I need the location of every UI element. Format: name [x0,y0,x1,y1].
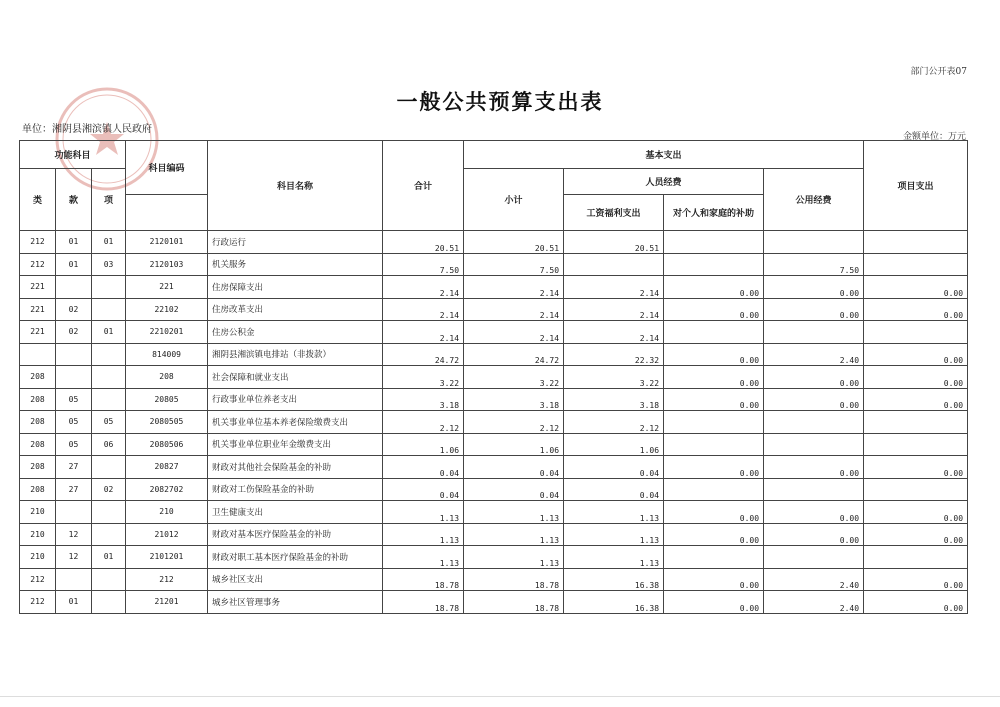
header-xiang: 项 [92,169,126,231]
document-code: 部门公开表07 [910,67,967,77]
cell-subsidy: 0.00 [664,276,764,299]
table-row [20,231,968,254]
cell-public: 2.40 [764,343,864,366]
cell-total: 7.50 [383,253,464,276]
cell-lei: 221 [20,298,56,321]
cell-project [864,231,968,254]
cell-public [764,546,864,569]
table-row [20,366,968,389]
cell-kuan: 01 [56,231,92,254]
cell-project: 0.00 [864,591,968,614]
cell-code: 2082702 [126,478,208,501]
cell-public [764,411,864,434]
cell-xiang: 05 [92,411,126,434]
cell-lei: 210 [20,501,56,524]
cell-name: 湘阴县湘滨镇电排站（非拨款） [208,343,383,366]
cell-name: 机关事业单位基本养老保险缴费支出 [208,411,383,434]
table-row [20,433,968,456]
page-bottom-divider [0,696,1000,697]
header-public-funds: 公用经费 [764,169,864,231]
cell-code: 20827 [126,456,208,479]
header-code-spacer [126,195,208,231]
cell-project: 0.00 [864,388,968,411]
table-row [20,568,968,591]
cell-project: 0.00 [864,501,968,524]
cell-name: 卫生健康支出 [208,501,383,524]
cell-xiang [92,343,126,366]
cell-wage: 3.22 [564,366,664,389]
cell-subsidy [664,546,764,569]
cell-subsidy [664,253,764,276]
cell-project [864,433,968,456]
cell-lei: 208 [20,456,56,479]
cell-xiang [92,276,126,299]
cell-total: 2.14 [383,276,464,299]
cell-kuan: 12 [56,546,92,569]
cell-xiang: 06 [92,433,126,456]
cell-code: 212 [126,568,208,591]
cell-lei: 208 [20,411,56,434]
cell-project: 0.00 [864,298,968,321]
cell-wage: 2.14 [564,276,664,299]
cell-total: 2.14 [383,321,464,344]
cell-public: 0.00 [764,523,864,546]
cell-kuan: 05 [56,388,92,411]
cell-total: 18.78 [383,568,464,591]
cell-total: 18.78 [383,591,464,614]
cell-public: 0.00 [764,366,864,389]
cell-kuan [56,343,92,366]
cell-total: 1.06 [383,433,464,456]
cell-subsidy [664,231,764,254]
cell-lei: 210 [20,523,56,546]
cell-subtotal: 1.13 [464,501,564,524]
cell-subsidy: 0.00 [664,366,764,389]
cell-project: 0.00 [864,456,968,479]
cell-project: 0.00 [864,568,968,591]
cell-public: 0.00 [764,501,864,524]
cell-subsidy: 0.00 [664,568,764,591]
cell-xiang [92,591,126,614]
cell-name: 机关事业单位职业年金缴费支出 [208,433,383,456]
cell-name: 社会保障和就业支出 [208,366,383,389]
cell-wage: 2.14 [564,298,664,321]
cell-subtotal: 2.14 [464,321,564,344]
cell-wage: 1.06 [564,433,664,456]
cell-lei: 221 [20,321,56,344]
table-row [20,321,968,344]
cell-lei: 208 [20,366,56,389]
cell-kuan: 05 [56,433,92,456]
cell-project: 0.00 [864,366,968,389]
table-row [20,298,968,321]
cell-total: 1.13 [383,501,464,524]
cell-name: 住房公积金 [208,321,383,344]
cell-code: 21201 [126,591,208,614]
cell-code: 2120101 [126,231,208,254]
cell-subsidy [664,321,764,344]
cell-kuan: 01 [56,591,92,614]
cell-subtotal: 18.78 [464,568,564,591]
cell-total: 1.13 [383,523,464,546]
cell-project: 0.00 [864,343,968,366]
cell-lei: 212 [20,231,56,254]
cell-xiang: 02 [92,478,126,501]
cell-subtotal: 2.14 [464,298,564,321]
cell-kuan: 02 [56,298,92,321]
cell-public: 7.50 [764,253,864,276]
cell-public: 0.00 [764,276,864,299]
cell-subsidy: 0.00 [664,456,764,479]
cell-kuan: 01 [56,253,92,276]
cell-wage: 16.38 [564,591,664,614]
cell-code: 2080505 [126,411,208,434]
header-wage-welfare: 工资福利支出 [564,195,664,231]
cell-code: 2120103 [126,253,208,276]
cell-code: 2080506 [126,433,208,456]
cell-subtotal: 3.18 [464,388,564,411]
cell-subsidy [664,478,764,501]
header-subject-name: 科目名称 [208,141,383,231]
cell-code: 221 [126,276,208,299]
cell-code: 208 [126,366,208,389]
cell-public: 0.00 [764,456,864,479]
cell-public [764,231,864,254]
cell-wage: 2.12 [564,411,664,434]
cell-lei: 221 [20,276,56,299]
cell-wage: 0.04 [564,456,664,479]
cell-public: 0.00 [764,388,864,411]
table-row [20,456,968,479]
header-personnel: 人员经费 [564,169,764,195]
cell-total: 3.22 [383,366,464,389]
table-body [20,231,968,614]
table-row [20,388,968,411]
cell-total: 2.12 [383,411,464,434]
cell-name: 住房保障支出 [208,276,383,299]
cell-wage: 3.18 [564,388,664,411]
cell-public [764,478,864,501]
cell-name: 城乡社区支出 [208,568,383,591]
cell-xiang [92,501,126,524]
cell-xiang: 01 [92,321,126,344]
cell-subsidy: 0.00 [664,523,764,546]
cell-wage: 1.13 [564,546,664,569]
table-row [20,411,968,434]
header-kuan: 款 [56,169,92,231]
table-row [20,501,968,524]
cell-name: 住房改革支出 [208,298,383,321]
table-row [20,478,968,501]
table-row [20,591,968,614]
cell-project [864,411,968,434]
cell-xiang [92,568,126,591]
cell-kuan: 27 [56,478,92,501]
cell-total: 2.14 [383,298,464,321]
cell-kuan: 12 [56,523,92,546]
cell-subsidy: 0.00 [664,298,764,321]
cell-kuan [56,276,92,299]
cell-xiang [92,298,126,321]
header-total: 合计 [383,141,464,231]
cell-name: 财政对工伤保险基金的补助 [208,478,383,501]
cell-subsidy: 0.00 [664,501,764,524]
header-lei: 类 [20,169,56,231]
cell-name: 机关服务 [208,253,383,276]
cell-subtotal: 18.78 [464,591,564,614]
cell-name: 行政运行 [208,231,383,254]
cell-public: 0.00 [764,298,864,321]
cell-name: 财政对职工基本医疗保险基金的补助 [208,546,383,569]
cell-wage [564,253,664,276]
unit-label: 单位：湘阴县湘滨镇人民政府 [22,124,152,135]
cell-subsidy: 0.00 [664,343,764,366]
cell-lei: 208 [20,433,56,456]
cell-code: 814009 [126,343,208,366]
cell-xiang [92,366,126,389]
cell-subtotal: 20.51 [464,231,564,254]
cell-kuan [56,366,92,389]
cell-wage: 1.13 [564,501,664,524]
cell-total: 0.04 [383,456,464,479]
cell-public [764,433,864,456]
page-title: 一般公共预算支出表 [396,89,604,114]
cell-public: 2.40 [764,591,864,614]
header-func-subject: 功能科目 [20,141,126,169]
header-subsidy: 对个人和家庭的补助 [664,195,764,231]
cell-kuan: 02 [56,321,92,344]
cell-code: 22102 [126,298,208,321]
cell-name: 行政事业单位养老支出 [208,388,383,411]
cell-total: 1.13 [383,546,464,569]
table-row [20,523,968,546]
cell-wage: 16.38 [564,568,664,591]
cell-total: 20.51 [383,231,464,254]
cell-total: 24.72 [383,343,464,366]
cell-xiang: 03 [92,253,126,276]
cell-code: 210 [126,501,208,524]
cell-wage: 22.32 [564,343,664,366]
cell-xiang: 01 [92,231,126,254]
cell-name: 城乡社区管理事务 [208,591,383,614]
cell-name: 财政对其他社会保险基金的补助 [208,456,383,479]
table-row [20,276,968,299]
cell-lei [20,343,56,366]
cell-kuan [56,501,92,524]
cell-subsidy [664,433,764,456]
cell-subsidy [664,411,764,434]
cell-public: 2.40 [764,568,864,591]
cell-xiang [92,523,126,546]
table-row [20,546,968,569]
cell-code: 2101201 [126,546,208,569]
cell-xiang: 01 [92,546,126,569]
cell-subtotal: 0.04 [464,478,564,501]
cell-code: 20805 [126,388,208,411]
cell-total: 0.04 [383,478,464,501]
cell-kuan [56,568,92,591]
cell-wage: 0.04 [564,478,664,501]
table-row [20,253,968,276]
cell-lei: 210 [20,546,56,569]
cell-code: 21012 [126,523,208,546]
header-subject-code: 科目编码 [126,141,208,195]
cell-lei: 212 [20,253,56,276]
cell-code: 2210201 [126,321,208,344]
cell-name: 财政对基本医疗保险基金的补助 [208,523,383,546]
header-subtotal: 小计 [464,169,564,231]
cell-subtotal: 7.50 [464,253,564,276]
cell-subtotal: 2.12 [464,411,564,434]
cell-total: 3.18 [383,388,464,411]
cell-project: 0.00 [864,523,968,546]
header-basic-expense: 基本支出 [464,141,864,169]
cell-project [864,321,968,344]
header-project-expense: 项目支出 [864,141,968,231]
cell-subtotal: 2.14 [464,276,564,299]
cell-subtotal: 1.13 [464,523,564,546]
cell-subsidy: 0.00 [664,591,764,614]
cell-lei: 208 [20,478,56,501]
table-row [20,343,968,366]
cell-lei: 212 [20,591,56,614]
cell-project: 0.00 [864,276,968,299]
cell-subtotal: 1.06 [464,433,564,456]
cell-lei: 208 [20,388,56,411]
budget-table [19,140,968,614]
cell-subtotal: 0.04 [464,456,564,479]
cell-project [864,253,968,276]
cell-subtotal: 1.13 [464,546,564,569]
cell-project [864,546,968,569]
cell-wage: 20.51 [564,231,664,254]
cell-kuan: 05 [56,411,92,434]
cell-xiang [92,388,126,411]
cell-kuan: 27 [56,456,92,479]
cell-subtotal: 3.22 [464,366,564,389]
cell-lei: 212 [20,568,56,591]
cell-subtotal: 24.72 [464,343,564,366]
cell-public [764,321,864,344]
cell-wage: 2.14 [564,321,664,344]
cell-xiang [92,456,126,479]
cell-subsidy: 0.00 [664,388,764,411]
cell-wage: 1.13 [564,523,664,546]
amount-unit: 金额单位：万元 [902,132,966,142]
cell-project [864,478,968,501]
